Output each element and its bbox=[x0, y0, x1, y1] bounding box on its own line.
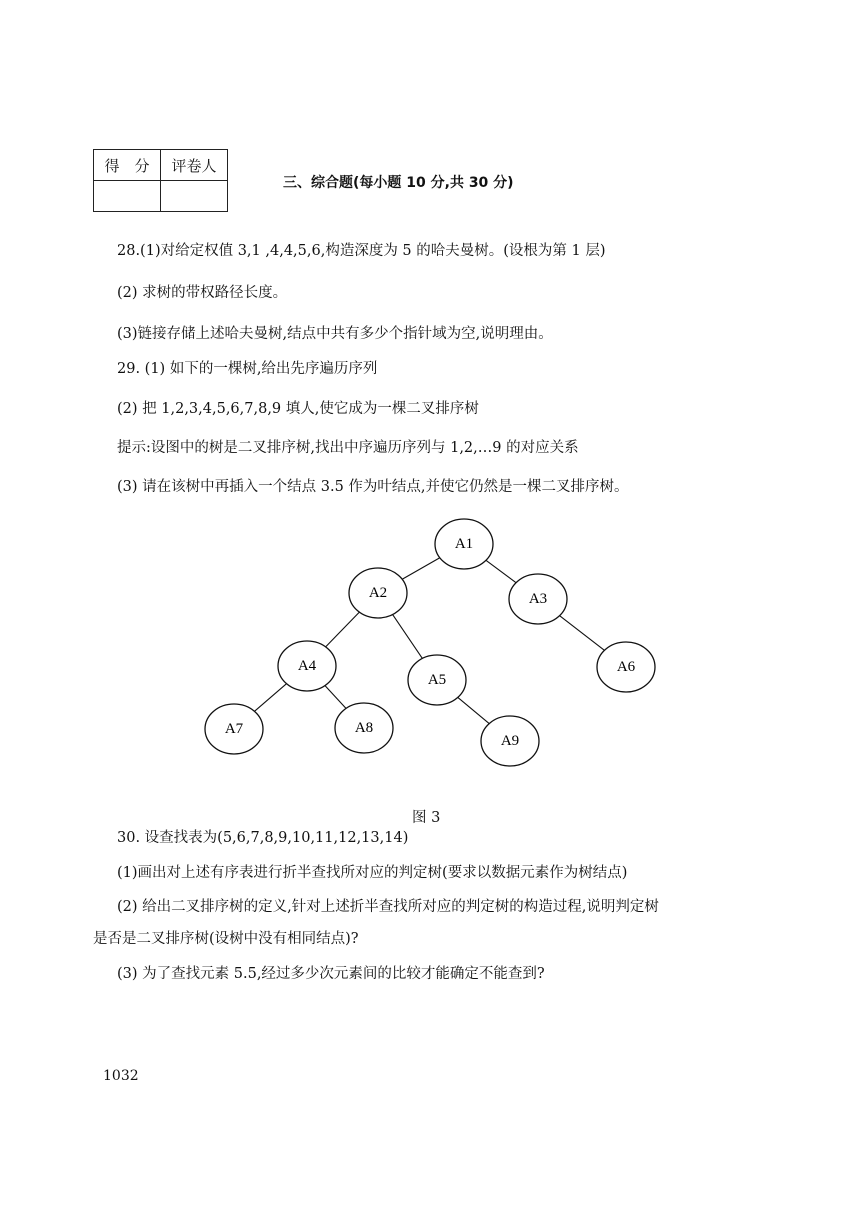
question-30-2: (2) 给出二叉排序树的定义,针对上述折半查找所对应的判定树的构造过程,说明判定树 bbox=[117, 899, 659, 915]
tree-edge-a4-a7 bbox=[254, 684, 286, 712]
tree-node-a5 bbox=[408, 655, 466, 705]
tree-node-a3 bbox=[509, 574, 567, 624]
page-number: 1032 bbox=[103, 1068, 139, 1084]
question-28-2: (2) 求树的带权路径长度。 bbox=[117, 285, 288, 301]
tree-node-label: A1 bbox=[454, 536, 474, 552]
tree-edge-a3-a6 bbox=[560, 616, 605, 651]
tree-edge-a4-a8 bbox=[325, 686, 346, 709]
tree-node-label: A2 bbox=[368, 585, 388, 601]
tree-node-a4 bbox=[278, 641, 336, 691]
tree-edge-a1-a2 bbox=[402, 558, 440, 579]
question-28-1: 28.(1)对给定权值 3,1 ,4,4,5,6,构造深度为 5 的哈夫曼树。(设根为第 1 层) bbox=[117, 243, 606, 259]
tree-node-a1 bbox=[435, 519, 493, 569]
tree-edge-a2-a4 bbox=[326, 612, 360, 647]
score-label: 得 分 bbox=[94, 150, 161, 181]
tree-node-a9 bbox=[481, 716, 539, 766]
question-29-1: 29. (1) 如下的一棵树,给出先序遍历序列 bbox=[117, 361, 378, 377]
tree-edge-a5-a9 bbox=[458, 697, 489, 723]
tree-node-label: A3 bbox=[528, 591, 548, 607]
tree-node-a8 bbox=[335, 703, 393, 753]
tree-node-label: A9 bbox=[500, 733, 520, 749]
tree-node-a6 bbox=[597, 642, 655, 692]
question-30-1: (1)画出对上述有序表进行折半查找所对应的判定树(要求以数据元素作为树结点) bbox=[117, 865, 628, 881]
figure-caption: 图 3 bbox=[412, 810, 441, 826]
question-29-3: (3) 请在该树中再插入一个结点 3.5 作为叶结点,并使它仍然是一棵二叉排序树。 bbox=[117, 479, 629, 495]
tree-node-label: A6 bbox=[616, 659, 636, 675]
tree-node-a2 bbox=[349, 568, 407, 618]
tree-node-a7 bbox=[205, 704, 263, 754]
tree-node-label: A8 bbox=[354, 720, 374, 736]
tree-node-label: A7 bbox=[224, 721, 244, 737]
question-29-2: (2) 把 1,2,3,4,5,6,7,8,9 填人,使它成为一棵二叉排序树 bbox=[117, 401, 479, 417]
question-28-3: (3)链接存储上述哈夫曼树,结点中共有多少个指针域为空,说明理由。 bbox=[117, 326, 553, 342]
question-30-2-cont: 是否是二叉排序树(设树中没有相同结点)? bbox=[93, 931, 359, 947]
section-title: 三、综合题(每小题 10 分,共 30 分) bbox=[283, 175, 514, 191]
question-30: 30. 设查找表为(5,6,7,8,9,10,11,12,13,14) bbox=[117, 830, 409, 846]
question-29-hint: 提示:设图中的树是二叉排序树,找出中序遍历序列与 1,2,…9 的对应关系 bbox=[117, 440, 579, 456]
tree-node-label: A4 bbox=[297, 658, 317, 674]
tree-node-label: A5 bbox=[427, 672, 447, 688]
question-30-3: (3) 为了查找元素 5.5,经过多少次元素间的比较才能确定不能查到? bbox=[117, 966, 545, 982]
grader-label: 评卷人 bbox=[161, 150, 228, 181]
tree-edge-a1-a3 bbox=[486, 560, 516, 582]
tree-edge-a2-a5 bbox=[393, 615, 423, 659]
